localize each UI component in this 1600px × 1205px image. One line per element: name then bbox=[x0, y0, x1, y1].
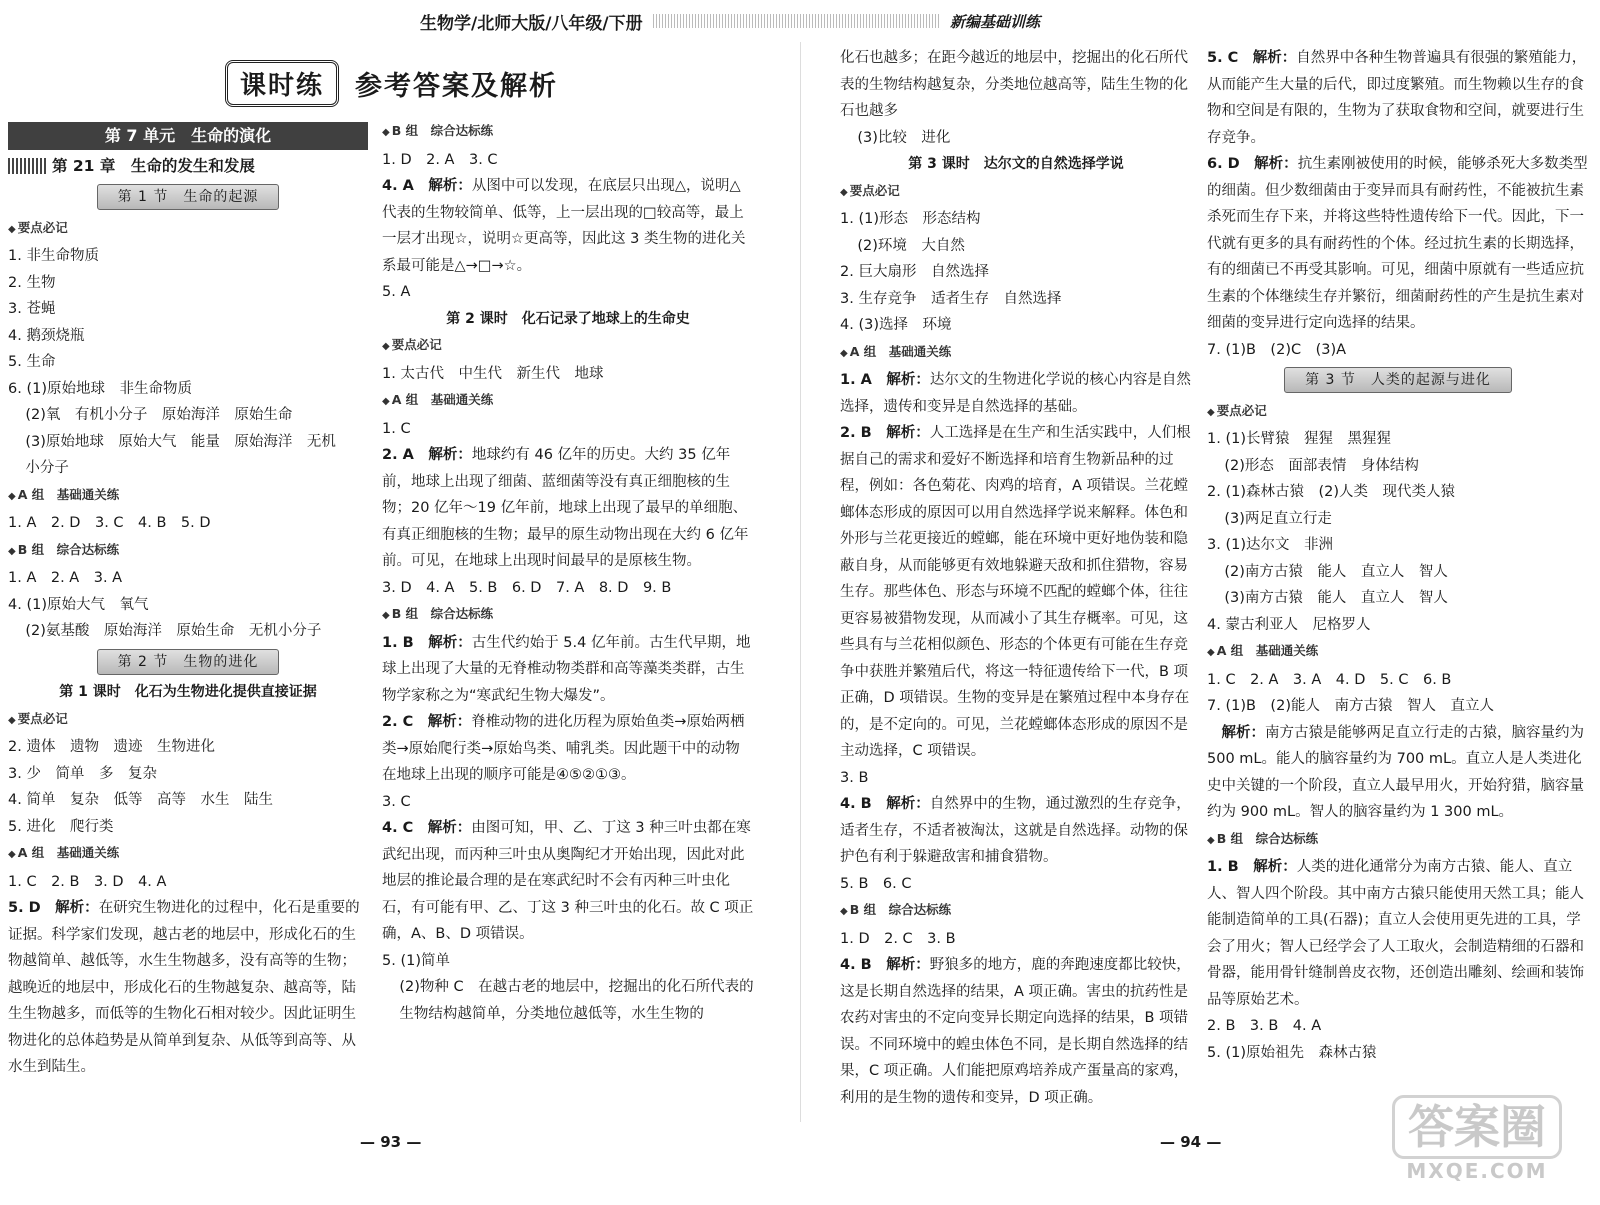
answer-key: 4. C 解析： bbox=[382, 820, 472, 836]
diamond-bullet-icon: ◆ bbox=[8, 545, 16, 557]
section-title: 第 3 节 人类的起源与进化 bbox=[1284, 367, 1512, 393]
answer-key: 4. B 解析： bbox=[840, 957, 930, 973]
group-label-text: 要点必记 bbox=[849, 182, 900, 198]
diamond-bullet-icon: ◆ bbox=[1207, 406, 1215, 418]
answer-line: 1. (1)形态 形态结构 bbox=[840, 211, 981, 227]
diamond-bullet-icon: ◆ bbox=[8, 849, 16, 860]
answer-line: (3)原始地球 原始大气 能量 原始海洋 无机 bbox=[25, 433, 336, 450]
section-title: 第 2 节 生物的进化 bbox=[97, 649, 280, 675]
diamond-bullet-icon: ◆ bbox=[1207, 834, 1215, 846]
answer-line: 3. D 4. A 5. B 6. D 7. A 8. D 9. B bbox=[382, 579, 672, 596]
diamond-bullet-icon: ◆ bbox=[840, 906, 848, 917]
answer-explanation bbox=[840, 367, 1192, 420]
answer-explanation bbox=[382, 173, 754, 279]
answer-line: 4. 鹅颈烧瓶 bbox=[8, 327, 85, 344]
answer-explanation bbox=[1207, 151, 1589, 337]
group-label-text: 要点必记 bbox=[391, 337, 442, 352]
lesson-heading: 第 2 课时 化石记录了地球上的生命史 bbox=[446, 310, 690, 327]
group-label bbox=[1207, 398, 1589, 427]
answer-line: 3. (1)达尔文 非洲 bbox=[1207, 537, 1333, 553]
explanation-text: 由图可知，甲、乙、丁这 3 种三叶虫都在寒武纪出现，而丙种三叶虫从奥陶纪才开始出现，因此对此地层的推论最合理的是在寒武纪时不会有丙种三叶虫化石，有可能有甲、乙、丁这 3 种三叶虫的化石。故 C 项正确，A、B、D 项错误。 bbox=[382, 820, 754, 942]
answer-line: 化石也越多；在距今越近的地层中，挖掘出的化石所代表的生物结构越复杂，分类地位越高等，陆生生物的化石也越多 bbox=[840, 50, 1188, 119]
page-header bbox=[420, 8, 1040, 34]
group-label bbox=[1207, 638, 1589, 667]
page-divider bbox=[800, 42, 801, 1122]
answer-line: (2)南方古猿 能人 直立人 智人 bbox=[1224, 563, 1448, 580]
answer-line: 2. 生物 bbox=[8, 274, 56, 291]
group-label-text: A 组 基础通关练 bbox=[1216, 643, 1319, 658]
group-label-text: A 组 基础通关练 bbox=[391, 392, 494, 407]
answer-line: 小分子 bbox=[25, 460, 69, 476]
group-label bbox=[8, 537, 368, 566]
column-2 bbox=[382, 118, 754, 1027]
group-label-text: 要点必记 bbox=[17, 710, 68, 726]
diamond-bullet-icon: ◆ bbox=[8, 490, 16, 502]
column-1 bbox=[8, 118, 368, 1081]
diamond-bullet-icon: ◆ bbox=[8, 223, 16, 235]
answer-line: 1. D 2. A 3. C bbox=[382, 151, 498, 168]
answer-line: 3. 苍蝇 bbox=[8, 301, 56, 317]
answer-line: (2)物种 C 在越古老的地层中，挖掘出的化石所代表的生物结构越简单，分类地位越低等，水生生物的 bbox=[399, 979, 754, 1022]
answer-explanation bbox=[1207, 720, 1589, 826]
answer-explanation bbox=[1207, 854, 1589, 1013]
answer-key: 解析： bbox=[1207, 724, 1265, 741]
explanation-text: 自然界中各种生物普遍具有很强的繁殖能力，从而能产生大量的后代，即过度繁殖。而生物赖以生存的食物和空间是有限的，生物为了获取食物和空间，就要进行生存竞争。 bbox=[1207, 50, 1587, 146]
group-label-text: B 组 综合达标练 bbox=[1216, 830, 1319, 846]
diamond-bullet-icon: ◆ bbox=[840, 186, 848, 198]
lesson-heading: 第 3 课时 达尔文的自然选择学说 bbox=[908, 156, 1124, 172]
group-label bbox=[8, 840, 368, 869]
column-4 bbox=[1207, 45, 1589, 1066]
answer-line: 3. 生存竞争 适者生存 自然选择 bbox=[840, 290, 1062, 307]
answer-line: 4. (3)选择 环境 bbox=[840, 317, 952, 333]
group-label-text: B 组 综合达标练 bbox=[391, 606, 494, 621]
answer-line: 7. (1)B (2)能人 南方古猿 智人 直立人 bbox=[1207, 698, 1494, 714]
section-heading bbox=[1207, 367, 1589, 394]
group-label bbox=[382, 118, 754, 147]
group-label-text: 要点必记 bbox=[17, 219, 68, 235]
answer-line: (2)形态 面部表情 身体结构 bbox=[1224, 457, 1419, 474]
group-label bbox=[1207, 826, 1589, 855]
answer-line: 1. C 2. A 3. A 4. D 5. C 6. B bbox=[1207, 671, 1452, 688]
diamond-bullet-icon: ◆ bbox=[8, 714, 16, 726]
group-label bbox=[8, 482, 368, 511]
explanation-text: 人类的进化通常分为南方古猿、能人、直立人、智人四个阶段。其中南方古猿只能使用天然工具；能人能制造简单的工具(石器)；直立人会使用更先进的工具，学会了用火；智人已经学会了人工取火，会制造精细的石器和骨器，能用骨针缝制兽皮衣物，还创造出雕刻、绘画和装饰品等原始艺术。 bbox=[1207, 859, 1584, 1008]
answer-line: 4. (1)原始大气 氧气 bbox=[8, 596, 149, 613]
explanation-text: 地球约有 46 亿年的历史。大约 35 亿年前，地球上出现了细菌、蓝细菌等没有真正细胞核的生物；20 亿年～19 亿年前，地球上出现了最早的单细胞、有真正细胞核的生物；最早的原生动物出现在大约 6 亿年前。可见，在地球上出现时间最早的是原核生物。 bbox=[382, 447, 749, 569]
answer-explanation bbox=[1207, 45, 1589, 151]
explanation-text: 从图中可以发现，在底层只出现△，说明△代表的生物较简单、低等，上一层出现的□较高等，最上一层才出现☆，说明☆更高等，因此这 3 类生物的进化关系最可能是△→□→☆。 bbox=[382, 178, 746, 274]
answer-key: 5. C 解析： bbox=[1207, 50, 1297, 66]
answer-key: 2. C 解析： bbox=[382, 714, 472, 730]
explanation-text: 在研究生物进化的过程中，化石是重要的证据。科学家们发现，越古老的地层中，形成化石的生物越简单、越低等，水生生物越多，没有高等的生物；越晚近的地层中，形成化石的生物越复杂、越高等，陆生生物越多，而低等的生物化石相对较少。因此证明生物进化的总体趋势是从简单到复杂、从低等到高等、从水生到陆生。 bbox=[8, 900, 360, 1075]
group-label bbox=[382, 332, 754, 361]
answer-line: 4. 蒙古利亚人 尼格罗人 bbox=[1207, 616, 1371, 633]
group-label-text: A 组 基础通关练 bbox=[17, 845, 120, 860]
group-label bbox=[382, 387, 754, 416]
group-label bbox=[840, 339, 1192, 368]
page-number-right: — 94 — bbox=[1160, 1133, 1222, 1151]
answer-line: 1. A 2. D 3. C 4. B 5. D bbox=[8, 515, 211, 531]
unit-heading: 第 7 单元 生命的演化 bbox=[8, 122, 368, 150]
section-heading bbox=[8, 184, 368, 211]
group-label-text: A 组 基础通关练 bbox=[849, 343, 952, 359]
answer-key: 1. A 解析： bbox=[840, 372, 930, 388]
explanation-text: 人工选择是在生产和生活实践中，人们根据自己的需求和爱好不断选择和培育生物新品种的过程，例如：各色菊花、肉鸡的培育，A 项错误。兰花螳螂体态形成的原因可以用自然选择学说来解释。体色和外形与兰花更接近的螳螂，能在环境中更好地伪装和隐蔽自身，从而能够更有效地躲避天敌和抓住猎物，容易生存。那些体色、形态与环境不匹配的螳螂个体，往往更容易被猎物发现，从而减小了其生存概率。可见，这些具有与兰花相似颜色、形态的个体更有可能在生存竞争中获胜并繁殖后代，将这一特征遗传给下一代，B 项正确，D 项错误。生物的变异是在繁殖过程中本身存在的，是不定向的。可见，兰花螳螂体态形成的原因不是主动选择，C 项错误。 bbox=[840, 425, 1191, 759]
answer-line: (3)两足直立行走 bbox=[1224, 510, 1332, 527]
answer-explanation bbox=[382, 630, 754, 710]
chapter-title: 第 21 章 生命的发生和发展 bbox=[52, 157, 255, 175]
group-label bbox=[8, 215, 368, 244]
title-box: 课时练 bbox=[225, 60, 339, 107]
answer-line: 6. (1)原始地球 非生命物质 bbox=[8, 380, 192, 397]
explanation-text: 自然界中的生物，通过激烈的生存竞争，适者生存，不适者被淘汰，这就是自然选择。动物的保护色有利于躲避敌害和捕食猎物。 bbox=[840, 796, 1191, 865]
answer-line: (3)南方古猿 能人 直立人 智人 bbox=[1224, 590, 1448, 606]
answer-line: 2. B 3. B 4. A bbox=[1207, 1018, 1322, 1034]
answer-line: 5. (1)原始祖先 森林古猿 bbox=[1207, 1044, 1377, 1061]
answer-key: 2. B 解析： bbox=[840, 425, 930, 441]
explanation-text: 古生代约始于 5.4 亿年前。古生代早期，地球上出现了大量的无脊椎动物类群和高等藻类类群，古生物学家称之为“寒武纪生物大爆发”。 bbox=[382, 634, 751, 704]
answer-line: 1. 非生命物质 bbox=[8, 248, 99, 264]
diamond-bullet-icon: ◆ bbox=[840, 347, 848, 359]
diamond-bullet-icon: ◆ bbox=[382, 610, 390, 621]
diamond-bullet-icon: ◆ bbox=[382, 127, 390, 138]
answer-line: 4. 简单 复杂 低等 高等 水生 陆生 bbox=[8, 792, 273, 808]
lesson-heading: 第 1 课时 化石为生物进化提供直接证据 bbox=[59, 684, 317, 700]
group-label bbox=[382, 601, 754, 630]
group-label bbox=[8, 706, 368, 735]
answer-line: 1. C 2. B 3. D 4. A bbox=[8, 873, 167, 890]
answer-line: 5. 进化 爬行类 bbox=[8, 818, 114, 835]
group-label-text: B 组 综合达标练 bbox=[849, 902, 952, 917]
answer-explanation bbox=[382, 709, 754, 789]
group-label-text: B 组 综合达标练 bbox=[391, 123, 494, 138]
answer-explanation bbox=[840, 952, 1192, 1111]
explanation-text: 脊椎动物的进化历程为原始鱼类→原始两栖类→原始爬行类→原始鸟类、哺乳类。因此题干中的动物在地球上出现的顺序可能是④⑤②①③。 bbox=[382, 714, 745, 783]
answer-line: 1. A 2. A 3. A bbox=[8, 570, 123, 586]
answer-line: 5. A bbox=[382, 284, 411, 300]
answer-key: 6. D 解析： bbox=[1207, 156, 1298, 172]
answer-line: 5. (1)简单 bbox=[382, 952, 450, 969]
explanation-text: 抗生素刚被使用的时候，能够杀死大多数类型的细菌。但少数细菌由于变异而具有耐药性，不能被抗生素杀死而生存下来，并将这些特性遗传给下一代。因此，下一代就有更多的具有耐药性的个体。经过抗生素的长期选择，有的细菌已不再受其影响。可见，细菌中原就有一些适应抗生素的个体继续生存并繁衍，细菌耐药性的产生是抗生素对细菌的变异进行定向选择的结果。 bbox=[1207, 156, 1588, 331]
answer-explanation bbox=[840, 420, 1192, 765]
main-title bbox=[225, 58, 558, 108]
answer-key: 1. B 解析： bbox=[382, 634, 472, 651]
answer-key: 4. B 解析： bbox=[840, 796, 930, 812]
explanation-text: 南方古猿是能够两足直立行走的古猿，脑容量约为 500 mL。能人的脑容量约为 700 mL。直立人是人类进化史中关键的一个阶段，直立人最早用火，开始狩猎，脑容量约为 900 mL。智人的脑容量约为 1 300 mL。 bbox=[1207, 724, 1584, 820]
answer-line: 1. D 2. C 3. B bbox=[840, 930, 956, 947]
watermark-url: MXQE.COM bbox=[1406, 1159, 1548, 1183]
watermark-text: 答案圈 bbox=[1392, 1095, 1562, 1159]
section-title: 第 1 节 生命的起源 bbox=[97, 184, 280, 210]
group-label-text: B 组 综合达标练 bbox=[17, 541, 120, 557]
answer-line: (2)氨基酸 原始海洋 原始生命 无机小分子 bbox=[25, 623, 322, 639]
section-heading bbox=[8, 649, 368, 676]
answer-line: 2. 巨大扇形 自然选择 bbox=[840, 264, 989, 280]
diamond-bullet-icon: ◆ bbox=[382, 396, 390, 407]
column-3 bbox=[840, 45, 1192, 1111]
answer-line: 5. 生命 bbox=[8, 354, 56, 370]
answer-line: 2. 遗体 遗物 遗迹 生物进化 bbox=[8, 739, 215, 755]
answer-line: 2. (1)森林古猿 (2)人类 现代类人猿 bbox=[1207, 484, 1456, 500]
series-brand: 新编基础训练 bbox=[949, 12, 1040, 31]
answer-explanation bbox=[840, 791, 1192, 871]
answer-explanation bbox=[382, 442, 754, 575]
answer-line: 7. (1)B (2)C (3)A bbox=[1207, 341, 1347, 358]
header-hatch bbox=[653, 14, 940, 28]
answer-line: (3)比较 进化 bbox=[857, 129, 951, 146]
group-label-text: 要点必记 bbox=[1216, 402, 1267, 418]
watermark-logo bbox=[1392, 1095, 1562, 1205]
answer-explanation bbox=[8, 895, 368, 1081]
answer-line: 1. (1)长臂猿 猩猩 黑猩猩 bbox=[1207, 431, 1391, 447]
answer-key: 1. B 解析： bbox=[1207, 859, 1297, 875]
answer-line: 3. B bbox=[840, 769, 869, 786]
page-number-left: — 93 — bbox=[360, 1133, 422, 1151]
chapter-stripes-icon bbox=[8, 158, 46, 174]
diamond-bullet-icon: ◆ bbox=[382, 341, 390, 352]
explanation-text: 野狼多的地方，鹿的奔跑速度都比较快，这是长期自然选择的结果，A 项正确。害虫的抗药性是农药对害虫的不定向变异长期定向选择的结果，B 项错误。不同环境中的蝗虫体色不同，是长期自然选择的结果，C 项正确。人们能把原鸡培养成产蛋量高的家鸡，利用的是生物的遗传和变异，D 项正确。 bbox=[840, 957, 1191, 1106]
book-info: 生物学/北师大版/八年级/下册 bbox=[420, 13, 643, 34]
answer-key: 2. A 解析： bbox=[382, 447, 472, 463]
diamond-bullet-icon: ◆ bbox=[1207, 647, 1215, 658]
answer-line: 5. B 6. C bbox=[840, 875, 912, 892]
chapter-heading bbox=[8, 152, 368, 180]
group-label-text: A 组 基础通关练 bbox=[17, 486, 120, 502]
answer-line: (2)氧 有机小分子 原始海洋 原始生命 bbox=[25, 407, 293, 423]
answer-key: 5. D 解析： bbox=[8, 900, 99, 916]
explanation-text: 达尔文的生物进化学说的核心内容是自然选择，遗传和变异是自然选择的基础。 bbox=[840, 372, 1191, 415]
answer-line: (2)环境 大自然 bbox=[857, 237, 965, 254]
group-label bbox=[840, 897, 1192, 926]
title-text: 参考答案及解析 bbox=[355, 70, 559, 102]
answer-line: 1. 太古代 中生代 新生代 地球 bbox=[382, 365, 604, 382]
answer-key: 4. A 解析： bbox=[382, 178, 472, 194]
group-label bbox=[840, 178, 1192, 207]
answer-explanation bbox=[382, 815, 754, 948]
answer-line: 3. 少 简单 多 复杂 bbox=[8, 765, 157, 782]
answer-line: 3. C bbox=[382, 793, 411, 810]
answer-line: 1. C bbox=[382, 420, 411, 437]
